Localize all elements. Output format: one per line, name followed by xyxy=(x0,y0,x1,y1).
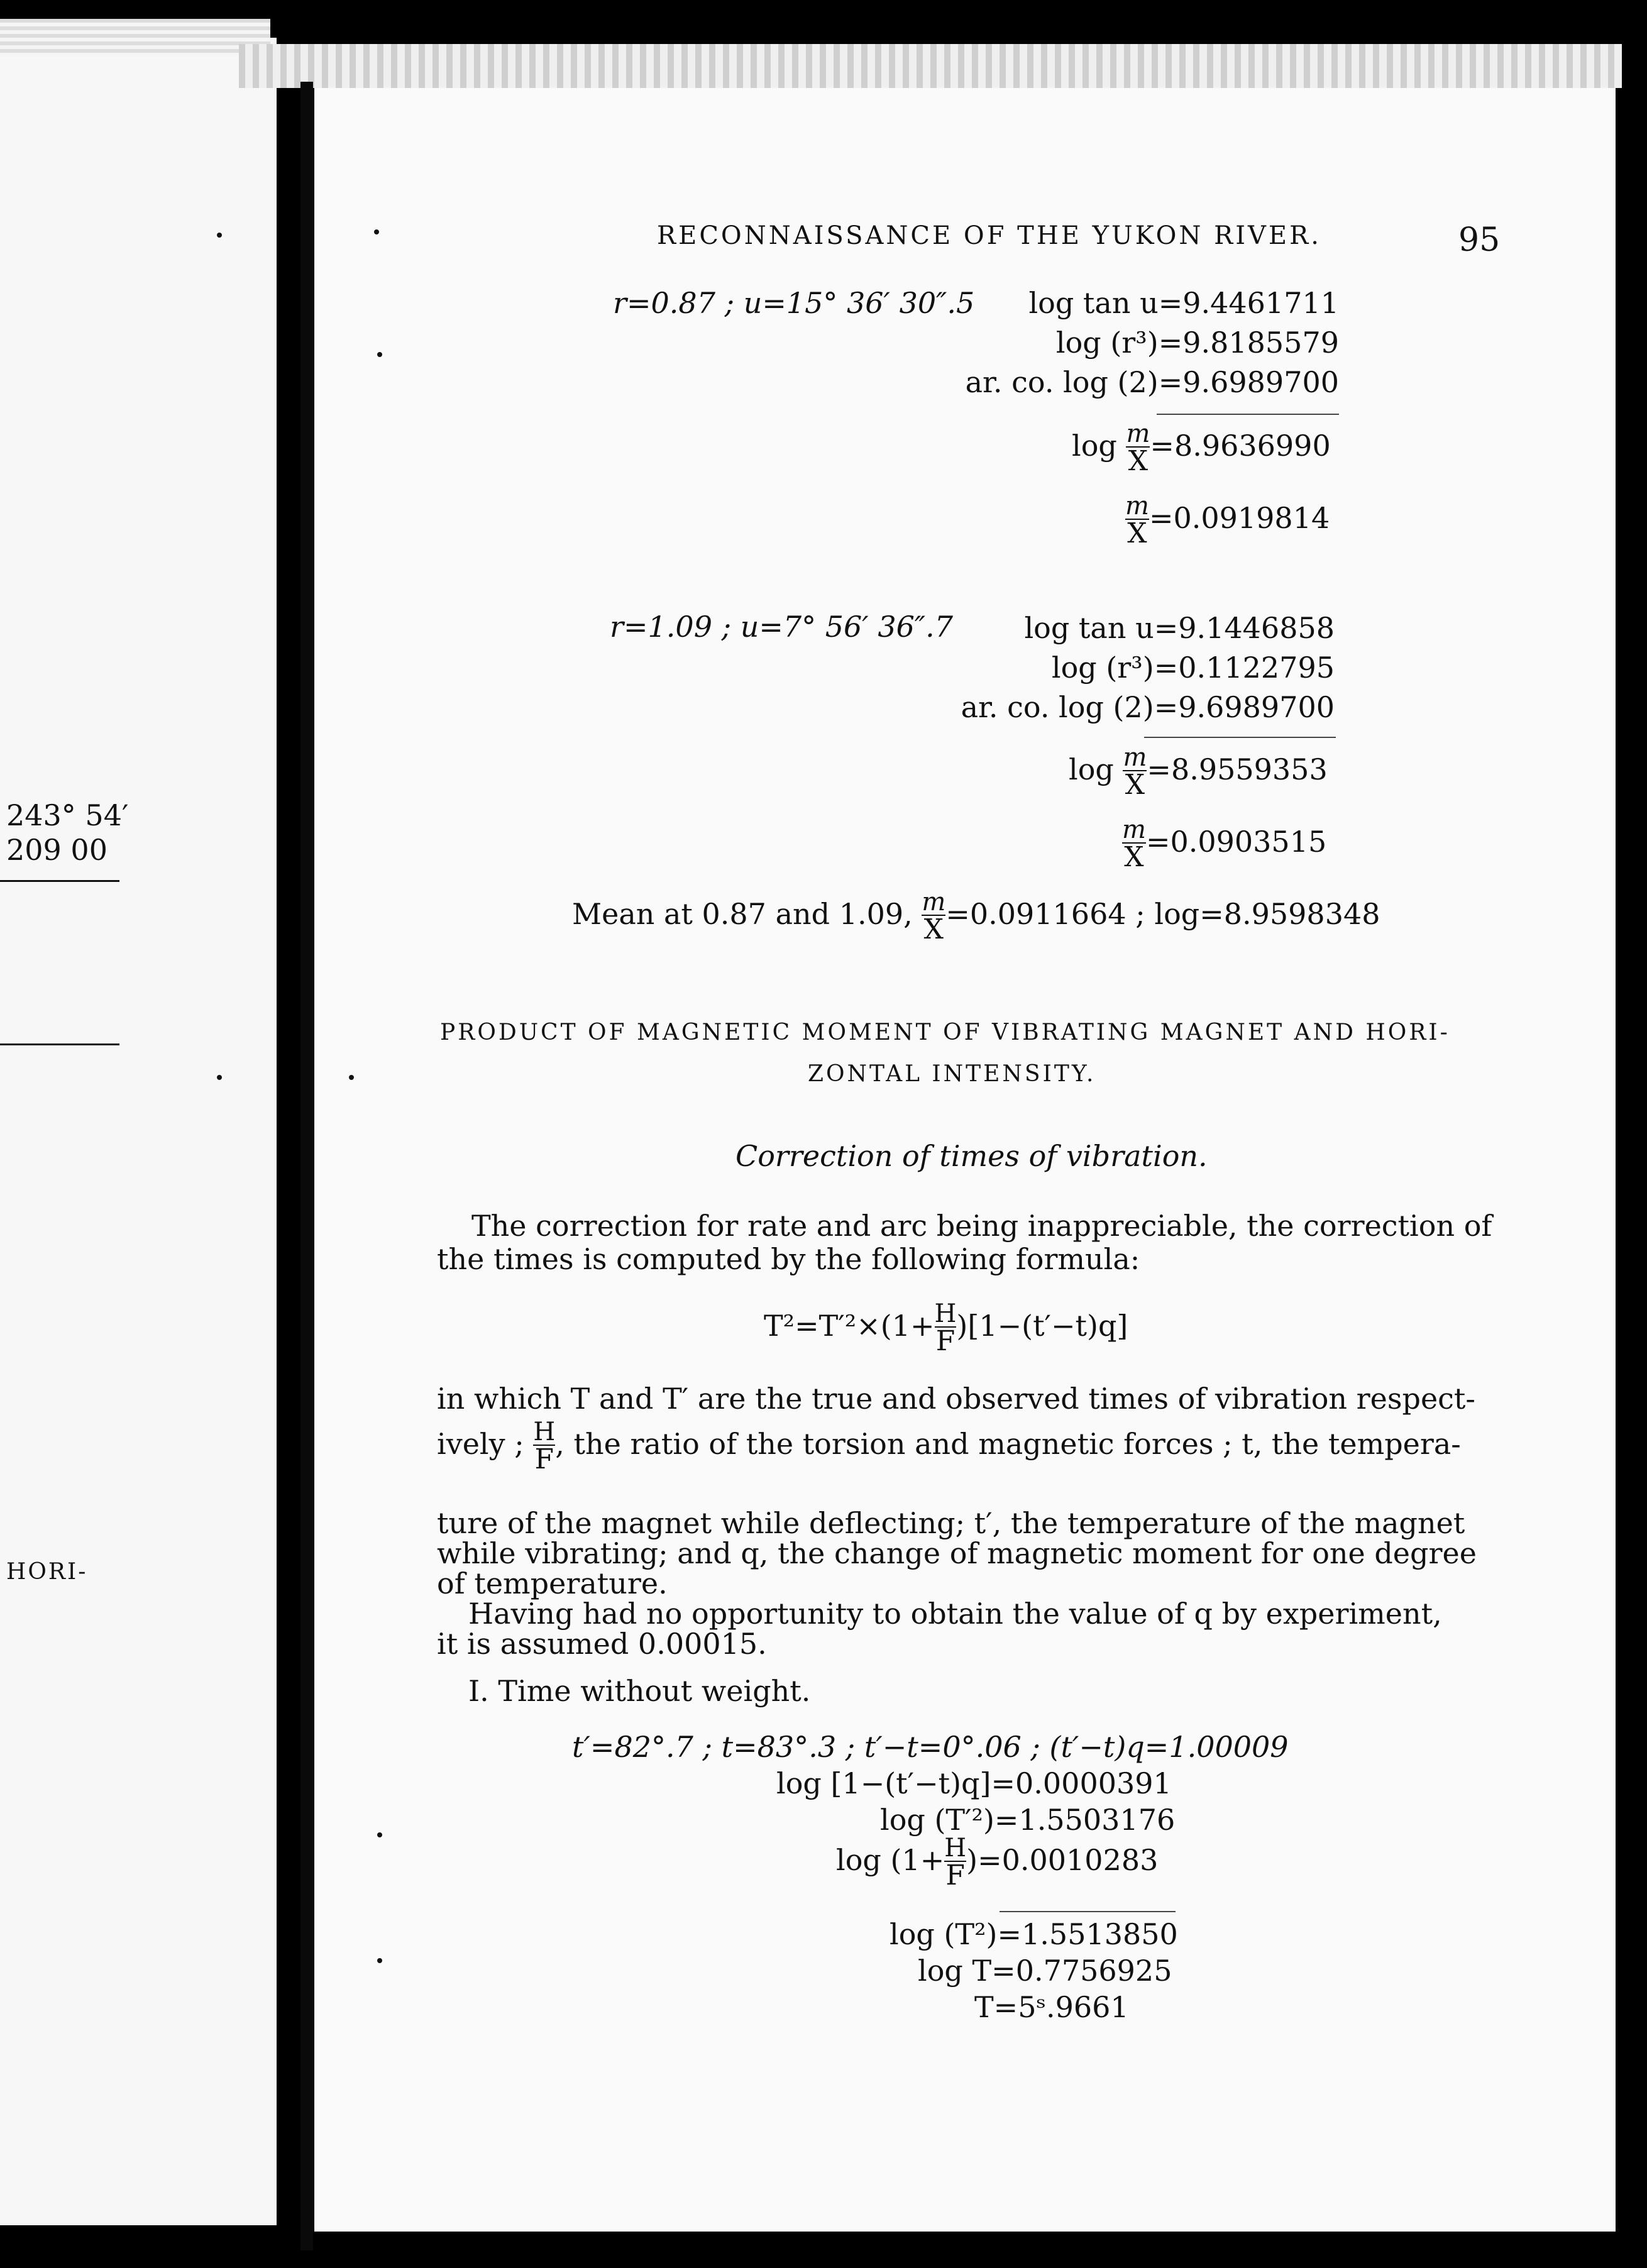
para2-line4: while vibrating; and q, the change of magnetic moment for one degree xyxy=(437,1536,1477,1570)
para3-line1: Having had no opportunity to obtain the value of q by experiment, xyxy=(468,1597,1442,1631)
block1-log-value: =8.9636990 xyxy=(1150,429,1331,463)
block2-log-value: =8.9559353 xyxy=(1147,752,1328,786)
formula-frac-num: H xyxy=(934,1299,957,1328)
section-heading-line2: ZONTAL INTENSITY. xyxy=(808,1061,1096,1087)
block2-fraction-2 xyxy=(1122,817,1146,871)
left-heading-fragment: HORI- xyxy=(6,1559,88,1585)
block1-log-expression xyxy=(1072,421,1331,475)
block1-params: r=0.87 ; u=15° 36′ 30″.5 xyxy=(613,286,975,320)
block1-log-label: log xyxy=(1072,429,1117,463)
calc-line3-left: log (1+ xyxy=(836,1843,945,1877)
formula-fraction xyxy=(935,1301,957,1355)
calc-line6: T=5ˢ.9661 xyxy=(974,1990,1129,2024)
speck xyxy=(377,1958,382,1963)
speck xyxy=(217,1075,222,1080)
block2-frac2-num: m xyxy=(1122,815,1146,844)
block2-frac2-den: X xyxy=(1122,842,1146,871)
book-spine xyxy=(300,82,313,2250)
calc-frac-den: F xyxy=(944,1861,966,1890)
section-subheading: Correction of times of vibration. xyxy=(735,1139,1208,1173)
para2-frac-den: F xyxy=(533,1445,555,1473)
speck xyxy=(217,233,222,238)
block2-sum-rule xyxy=(1144,737,1336,738)
block2-fraction xyxy=(1123,745,1147,799)
mean-fraction xyxy=(922,889,945,944)
para2-line2 xyxy=(437,1419,1461,1473)
item-1: I. Time without weight. xyxy=(468,1674,811,1708)
block1-frac-den: X xyxy=(1126,446,1150,475)
block1-line3: ar. co. log (2)=9.6989700 xyxy=(965,365,1339,399)
left-table-value-2: 209 00 xyxy=(6,833,107,867)
para2-fraction xyxy=(533,1419,555,1473)
left-page xyxy=(0,38,277,2225)
running-head: RECONNAISSANCE OF THE YUKON RIVER. xyxy=(657,221,1321,250)
block1-value-expression xyxy=(1125,493,1330,548)
block2-frac-num: m xyxy=(1123,743,1147,772)
left-table-value-1: 243° 54′ xyxy=(6,798,129,832)
mean-line xyxy=(572,889,1380,944)
calc-line2: log (T′²)=1.5503176 xyxy=(880,1803,1176,1837)
block1-frac2-num: m xyxy=(1125,492,1149,520)
left-rule-2 xyxy=(0,1043,119,1045)
block2-log-expression xyxy=(1069,745,1328,799)
block2-line3: ar. co. log (2)=9.6989700 xyxy=(961,690,1335,724)
speck xyxy=(377,1832,382,1837)
para2-frac-num: H xyxy=(533,1418,556,1446)
left-page-edge xyxy=(0,19,270,57)
block2-line1: log tan u=9.1446858 xyxy=(1024,611,1335,645)
block1-frac-num: m xyxy=(1126,419,1150,448)
calc-line1: log [1−(t′−t)q]=0.0000391 xyxy=(776,1766,1172,1800)
block2-log-label: log xyxy=(1069,752,1114,786)
calc-sum-rule xyxy=(1000,1911,1176,1912)
para2-line1: in which T and T′ are the true and observed times of vibration respect- xyxy=(437,1382,1475,1416)
para2-line3: ture of the magnet while deflecting; t′, the temperature of the magnet xyxy=(437,1506,1465,1540)
block2-line2: log (r³)=0.1122795 xyxy=(1051,651,1335,685)
para2-line5: of temperature. xyxy=(437,1566,668,1600)
page-top-edge xyxy=(239,44,1622,88)
block2-value: =0.0903515 xyxy=(1145,825,1327,859)
speck xyxy=(349,1075,354,1080)
block1-line2: log (r³)=9.8185579 xyxy=(1055,326,1339,360)
mean-frac-num: m xyxy=(922,888,946,917)
para2-line2b: , the ratio of the torsion and magnetic forces ; t, the tempera- xyxy=(555,1427,1461,1461)
block1-frac2-den: X xyxy=(1125,519,1149,548)
speck xyxy=(377,352,382,357)
calc-line4: log (T²)=1.5513850 xyxy=(890,1917,1178,1951)
para1-line2: the times is computed by the following formula: xyxy=(437,1242,1140,1276)
mean-suffix: =0.0911664 ; log=8.9598348 xyxy=(945,897,1380,931)
calc-params: t′=82°.7 ; t=83°.3 ; t′−t=0°.06 ; (t′−t)q=1.00009 xyxy=(572,1730,1289,1764)
correction-formula xyxy=(764,1301,1128,1355)
block1-fraction xyxy=(1126,421,1150,475)
calc-frac-num: H xyxy=(944,1834,967,1863)
mean-prefix: Mean at 0.87 and 1.09, xyxy=(572,897,913,931)
calc-line3-right: )=0.0010283 xyxy=(966,1843,1159,1877)
mean-frac-den: X xyxy=(922,915,945,944)
formula-right: )[1−(t′−t)q] xyxy=(956,1309,1128,1343)
para1-line1: The correction for rate and arc being inappreciable, the correction of xyxy=(471,1209,1492,1243)
block1-line1: log tan u=9.4461711 xyxy=(1028,286,1339,320)
speck xyxy=(374,229,379,234)
calc-fraction xyxy=(944,1836,966,1890)
block1-fraction-2 xyxy=(1125,493,1149,548)
section-heading-line1: PRODUCT OF MAGNETIC MOMENT OF VIBRATING MAGNET AND HORI- xyxy=(440,1020,1450,1045)
block2-value-expression xyxy=(1122,817,1326,871)
block1-sum-rule xyxy=(1157,414,1339,415)
calc-line5: log T=0.7756925 xyxy=(918,1954,1172,1988)
calc-line3 xyxy=(836,1836,1158,1890)
para3-line2: it is assumed 0.00015. xyxy=(437,1627,767,1661)
formula-left: T²=T′²×(1+ xyxy=(764,1309,935,1343)
block2-params: r=1.09 ; u=7° 56′ 36″.7 xyxy=(610,610,953,644)
formula-frac-den: F xyxy=(935,1326,957,1355)
block1-value: =0.0919814 xyxy=(1148,501,1330,535)
left-table-rule xyxy=(0,880,119,882)
page-number: 95 xyxy=(1458,221,1501,259)
block2-frac-den: X xyxy=(1123,770,1147,799)
para2-line2a: ively ; xyxy=(437,1427,524,1461)
